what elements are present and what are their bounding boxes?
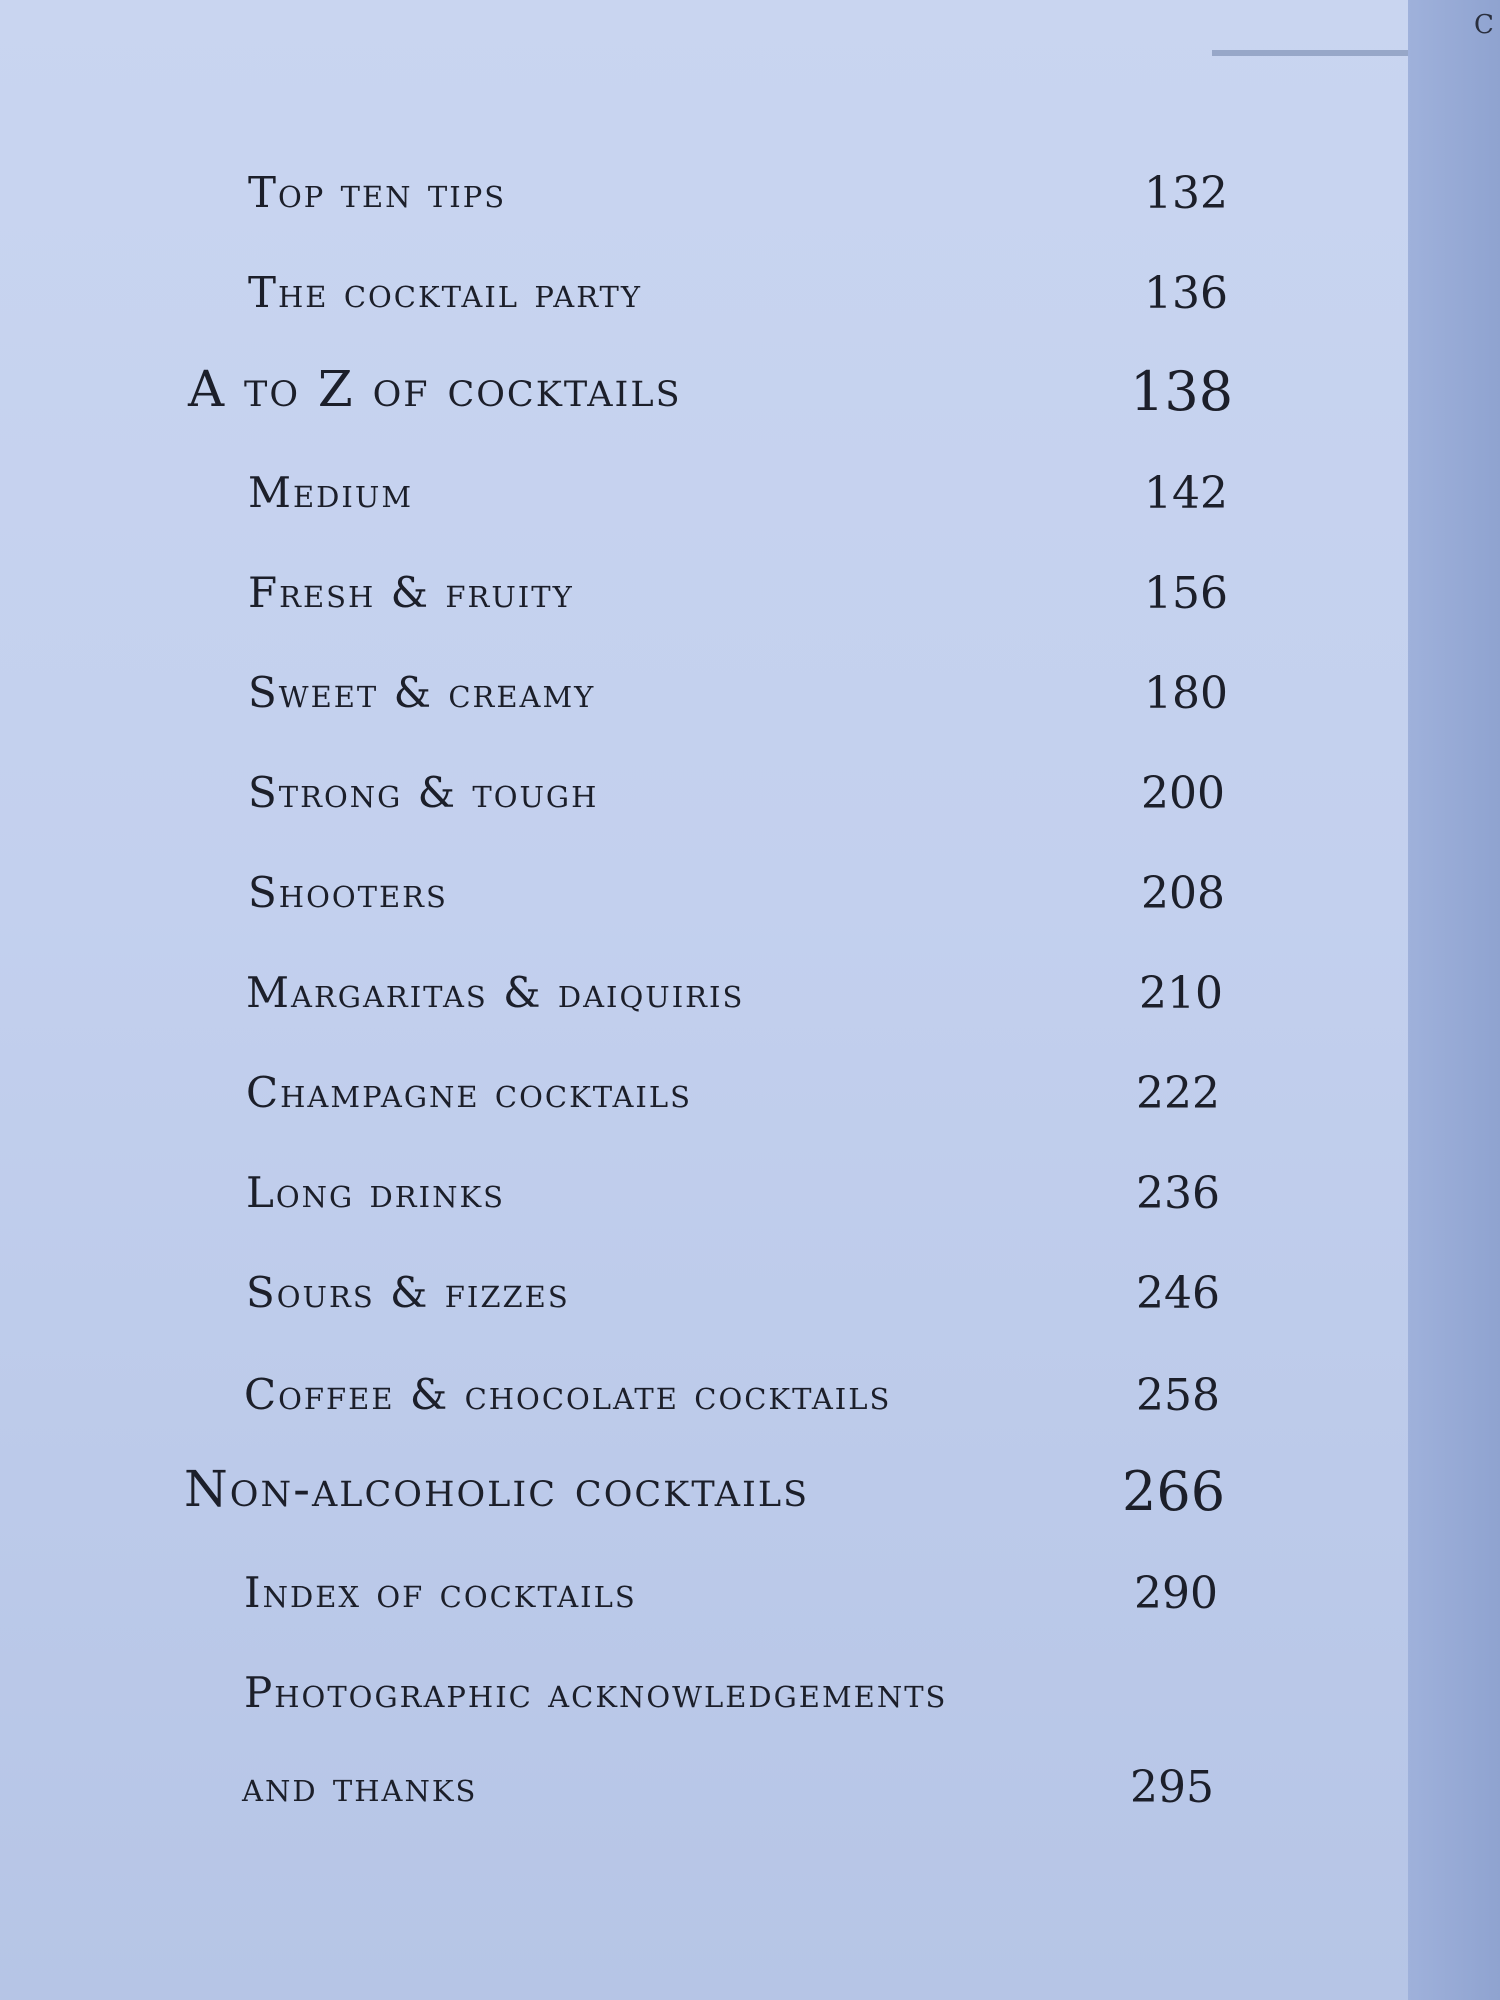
toc-entry-page: 132: [1144, 168, 1228, 219]
toc-entry-title: Champagne cocktails: [246, 1068, 693, 1117]
toc-entry-page: 200: [1141, 768, 1225, 819]
toc-entry-title: Sweet & creamy: [248, 668, 596, 717]
toc-entry-page: 180: [1144, 668, 1228, 719]
toc-entry-title: The cocktail party: [248, 268, 643, 317]
toc-entry-title: Index of cocktails: [244, 1568, 637, 1617]
toc-entry-title: Margaritas & daiquiris: [246, 968, 745, 1017]
toc-section-title: A to Z of cocktails: [188, 360, 682, 418]
toc-entry-title: Shooters: [248, 868, 448, 917]
toc-entry-page: 142: [1144, 468, 1228, 519]
toc-entry-page: 236: [1136, 1168, 1220, 1219]
header-rule: [1212, 50, 1408, 56]
toc-section-page: 266: [1122, 1460, 1226, 1523]
toc-entry-title: Long drinks: [246, 1168, 506, 1217]
toc-entry-title: Coffee & chocolate cocktails: [244, 1370, 892, 1419]
toc-section-title: Non-alcoholic cocktails: [184, 1460, 810, 1518]
toc-entry-page: 246: [1136, 1268, 1220, 1319]
toc-entry-title: Medium: [248, 468, 414, 517]
toc-entry-page: 136: [1144, 268, 1228, 319]
adjacent-page-edge: [1408, 0, 1500, 2000]
toc-entry-page: 208: [1141, 868, 1225, 919]
toc-entry-page: 295: [1130, 1762, 1214, 1813]
toc-entry-page: 258: [1136, 1370, 1220, 1421]
edge-letter: C: [1474, 10, 1494, 40]
toc-entry-title: Fresh & fruity: [248, 568, 574, 617]
toc-entry-page: 222: [1136, 1068, 1220, 1119]
toc-entry-title: Sours & fizzes: [246, 1268, 570, 1317]
toc-entry-title: Top ten tips: [248, 168, 507, 217]
toc-entry-title: Strong & tough: [248, 768, 599, 817]
toc-section-page: 138: [1130, 360, 1234, 423]
toc-entry-title: Photographic acknowledgements: [244, 1668, 948, 1717]
toc-entry-title: and thanks: [242, 1762, 478, 1811]
toc-entry-page: 290: [1134, 1568, 1218, 1619]
toc-entry-page: 210: [1139, 968, 1223, 1019]
toc-entry-page: 156: [1144, 568, 1228, 619]
